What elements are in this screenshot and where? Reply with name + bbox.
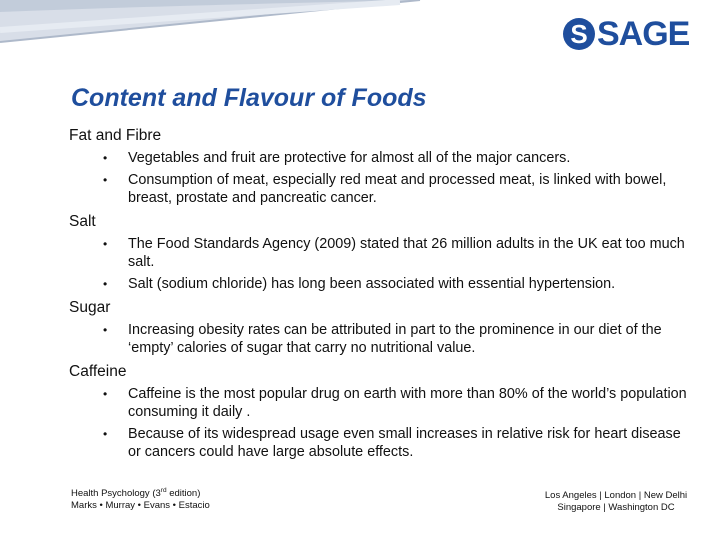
bullet-item (69, 149, 689, 167)
section-heading: Caffeine (69, 363, 127, 380)
bullet-icon: • (103, 173, 108, 187)
book-title-text: Health Psychology (3 (71, 488, 161, 500)
bullet-item (69, 235, 689, 271)
bullet-text: Consumption of meat, especially red meat and processed meat, is linked with bowel, breast, prostate and pancreatic cancer. (128, 172, 667, 206)
slide-content (69, 127, 689, 467)
bullet-item (69, 425, 689, 461)
footer-locations (516, 490, 716, 514)
bullet-item (69, 385, 689, 421)
bullet-icon: • (103, 151, 108, 165)
bullet-item (69, 171, 689, 207)
bullet-list (69, 321, 689, 357)
bullet-text: Vegetables and fruit are protective for almost all of the major cancers. (128, 150, 571, 166)
bullet-icon: • (103, 427, 108, 441)
section-heading: Sugar (69, 299, 111, 316)
bullet-list (69, 235, 689, 293)
bullet-text: The Food Standards Agency (2009) stated that 26 million adults in the UK eat too much salt. (128, 236, 685, 270)
footer-locations-line1: Los Angeles | London | New Delhi (544, 490, 688, 501)
bullet-item (69, 275, 689, 293)
bullet-list (69, 385, 689, 461)
section-0 (69, 127, 689, 207)
footer-locations-line2: Singapore | Washington DC (557, 502, 675, 513)
slide-title: Content and Flavour of Foods (71, 84, 427, 112)
section-3 (69, 363, 689, 461)
section-heading: Salt (69, 213, 96, 230)
bullet-icon: • (103, 323, 108, 337)
sage-logo-word: SAGE (597, 14, 690, 53)
section-2 (69, 299, 689, 357)
sage-logo-mark (563, 18, 595, 50)
book-edition-sup: rd (160, 487, 167, 494)
footer-authors: Marks • Murray • Evans • Estacio (71, 500, 210, 512)
bullet-text: Increasing obesity rates can be attributed in part to the prominence in our diet of the ‘empty’ calories of sugar that carry no nutritional value. (128, 322, 662, 356)
bullet-text: Salt (sodium chloride) has long been associated with essential hypertension. (128, 276, 616, 292)
sage-logo-letter: S (570, 19, 588, 49)
book-edition-text: edition) (166, 488, 201, 500)
bullet-item (69, 321, 689, 357)
bullet-icon: • (103, 237, 108, 251)
bullet-text: Because of its widespread usage even small increases in relative risk for heart disease or cancers could have large absolute effects. (128, 426, 681, 460)
bullet-text: Caffeine is the most popular drug on earth with more than 80% of the world’s population consuming it daily . (128, 386, 687, 420)
footer-book-info (71, 485, 210, 512)
section-1 (69, 213, 689, 293)
bullet-list (69, 149, 689, 207)
sage-logo (563, 16, 689, 52)
section-heading: Fat and Fibre (69, 127, 162, 144)
bullet-icon: • (103, 277, 108, 291)
footer-book-title (71, 485, 210, 500)
bullet-icon: • (103, 387, 108, 401)
